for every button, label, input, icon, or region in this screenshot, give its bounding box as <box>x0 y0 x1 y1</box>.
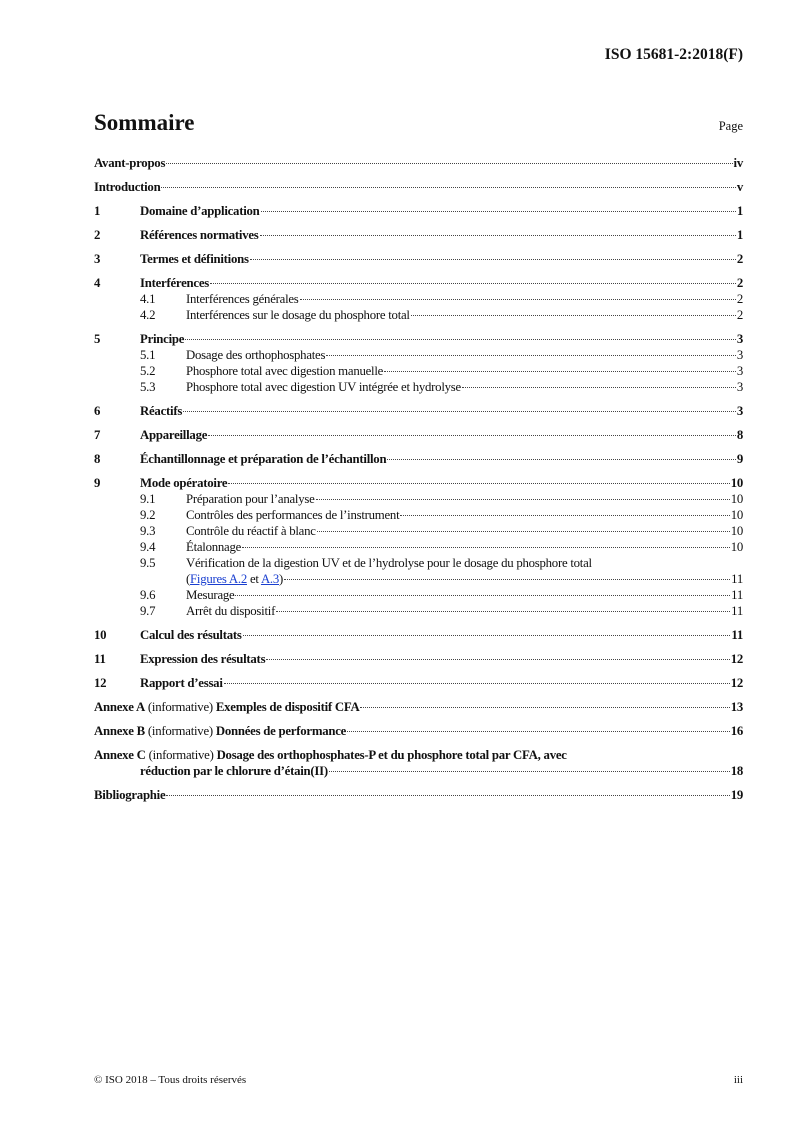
dot-leader <box>462 387 736 388</box>
toc-entry[interactable] <box>94 347 743 363</box>
conjunction: et <box>247 572 261 586</box>
toc-entry[interactable] <box>94 475 743 491</box>
toc-entry[interactable] <box>94 747 743 763</box>
toc-entry[interactable] <box>94 275 743 291</box>
annex-title: Dosage des orthophosphates-P et du phosphore total par CFA, avec <box>216 748 567 762</box>
entry-title: Rapport d’essai <box>140 676 223 690</box>
entry-page: 9 <box>736 452 743 466</box>
toc-entry[interactable] <box>94 179 743 195</box>
document-id: ISO 15681-2:2018(F) <box>604 46 743 63</box>
link-figure-a3[interactable]: A.3 <box>260 572 280 586</box>
entry-number: 10 <box>94 628 107 642</box>
toc-entry[interactable] <box>94 291 743 307</box>
dot-leader <box>266 659 729 660</box>
page-title: Sommaire <box>94 110 195 135</box>
entry-page: 2 <box>736 276 743 290</box>
entry-page: 10 <box>730 476 743 490</box>
dot-leader <box>166 163 732 164</box>
toc-entry[interactable] <box>94 603 743 619</box>
link-figure-a2[interactable]: Figures A.2 <box>190 572 247 586</box>
toc-entry[interactable] <box>94 627 743 643</box>
dot-leader <box>326 355 736 356</box>
toc-entry[interactable] <box>94 203 743 219</box>
dot-leader <box>210 283 736 284</box>
entry-page: 2 <box>736 292 743 306</box>
annex-heading <box>94 723 346 739</box>
dot-leader <box>235 595 730 596</box>
dot-leader <box>360 707 729 708</box>
dot-leader <box>316 499 730 500</box>
dot-leader <box>400 515 729 516</box>
entry-number: 9.2 <box>140 508 156 522</box>
entry-title: Termes et définitions <box>140 252 249 266</box>
entry-number: 8 <box>94 452 101 466</box>
entry-title: Expression des résultats <box>140 652 266 666</box>
entry-title: Mesurage <box>186 588 235 602</box>
entry-page: 3 <box>736 364 743 378</box>
entry-page: v <box>736 180 743 194</box>
entry-number: 3 <box>94 252 101 266</box>
entry-page: 3 <box>736 332 743 346</box>
dot-leader <box>228 483 729 484</box>
dot-leader <box>411 315 736 316</box>
entry-page: 3 <box>736 404 743 418</box>
annex-label: Annexe B <box>94 724 145 738</box>
entry-title: Arrêt du dispositif <box>186 604 276 618</box>
entry-page: 1 <box>736 204 743 218</box>
page-number: iii <box>733 1074 743 1086</box>
entry-number: 9.4 <box>140 540 156 554</box>
dot-leader <box>260 235 736 236</box>
entry-page: 19 <box>730 788 743 802</box>
entry-page: 2 <box>736 308 743 322</box>
annex-title: Exemples de dispositif CFA <box>215 700 360 714</box>
toc-entry[interactable] <box>94 363 743 379</box>
dot-leader <box>284 579 730 580</box>
toc-entry[interactable] <box>94 227 743 243</box>
toc-entry[interactable] <box>94 307 743 323</box>
toc-entry[interactable] <box>94 251 743 267</box>
entry-page: 18 <box>730 764 743 778</box>
annex-informative: (informative) <box>144 700 216 714</box>
paren: ) <box>279 572 284 586</box>
toc-entry[interactable] <box>94 403 743 419</box>
dot-leader <box>317 531 730 532</box>
toc-entry[interactable] <box>94 379 743 395</box>
entry-page: 12 <box>730 676 743 690</box>
dot-leader <box>384 371 736 372</box>
dot-leader <box>185 339 736 340</box>
entry-title: Vérification de la digestion UV et de l’hydrolyse pour le dosage du phosphore total <box>186 556 592 570</box>
toc-entry[interactable] <box>94 723 743 739</box>
entry-page: 8 <box>736 428 743 442</box>
toc-entry[interactable] <box>94 451 743 467</box>
entry-page: 1 <box>736 228 743 242</box>
entry-title: Dosage des orthophosphates <box>186 348 326 362</box>
entry-page: 11 <box>731 588 743 602</box>
dot-leader <box>242 547 730 548</box>
entry-number: 9.5 <box>140 556 156 570</box>
entry-title: Bibliographie <box>94 788 166 802</box>
entry-title: Phosphore total avec digestion UV intégrée et hydrolyse <box>186 380 461 394</box>
entry-title-continuation <box>186 571 283 587</box>
page-column-label: Page <box>718 119 743 133</box>
toc-entry[interactable] <box>94 507 743 523</box>
dot-leader <box>250 259 736 260</box>
entry-title: Domaine d’application <box>140 204 260 218</box>
entry-title: Mode opératoire <box>140 476 228 490</box>
entry-title: Interférences générales <box>186 292 299 306</box>
entry-title: Références normatives <box>140 228 259 242</box>
entry-page: 11 <box>731 604 743 618</box>
entry-number: 4 <box>94 276 101 290</box>
entry-page: 12 <box>730 652 743 666</box>
entry-page: 16 <box>730 724 743 738</box>
toc-entry[interactable] <box>94 651 743 667</box>
dot-leader <box>329 771 730 772</box>
toc-entry[interactable] <box>94 539 743 555</box>
entry-number: 9.7 <box>140 604 156 618</box>
entry-title: Échantillonnage et préparation de l’échantillon <box>140 452 387 466</box>
entry-number: 9.3 <box>140 524 156 538</box>
entry-title: Préparation pour l’analyse <box>186 492 315 506</box>
dot-leader <box>166 795 729 796</box>
entry-title: Étalonnage <box>186 540 242 554</box>
dot-leader <box>261 211 736 212</box>
entry-page: 2 <box>736 252 743 266</box>
entry-title: Introduction <box>94 180 161 194</box>
entry-title: Avant-propos <box>94 156 166 170</box>
dot-leader <box>300 299 736 300</box>
dot-leader <box>387 459 736 460</box>
entry-number: 2 <box>94 228 101 242</box>
dot-leader <box>183 411 736 412</box>
annex-informative: (informative) <box>144 724 216 738</box>
dot-leader <box>276 611 730 612</box>
entry-number: 1 <box>94 204 101 218</box>
toc-entry[interactable] <box>94 331 743 347</box>
entry-title: Contrôles des performances de l’instrument <box>186 508 400 522</box>
entry-number: 7 <box>94 428 101 442</box>
entry-title: Appareillage <box>140 428 208 442</box>
toc-entry[interactable] <box>94 523 743 539</box>
entry-page: 13 <box>730 700 743 714</box>
dot-leader <box>224 683 730 684</box>
toc-entry[interactable] <box>94 155 743 171</box>
annex-heading <box>94 699 359 715</box>
entry-page: 11 <box>731 628 743 642</box>
entry-number: 5.3 <box>140 380 156 394</box>
annex-heading <box>94 747 567 763</box>
toc-entry[interactable] <box>94 427 743 443</box>
entry-page: 10 <box>730 508 743 522</box>
entry-number: 9.6 <box>140 588 156 602</box>
toc-entry-continuation[interactable] <box>94 571 743 587</box>
toc-entry[interactable] <box>94 555 743 571</box>
dot-leader <box>161 187 735 188</box>
toc-entry[interactable] <box>94 675 743 691</box>
copyright: © ISO 2018 – Tous droits réservés <box>94 1074 247 1086</box>
entry-title: Réactifs <box>140 404 183 418</box>
annex-label: Annexe C <box>94 748 146 762</box>
toc-entry[interactable] <box>94 787 743 803</box>
dot-leader <box>243 635 731 636</box>
entry-title: Contrôle du réactif à blanc <box>186 524 316 538</box>
annex-informative: (informative) <box>145 748 217 762</box>
toc-entry[interactable] <box>94 587 743 603</box>
toc-entry-continuation[interactable] <box>94 763 743 779</box>
toc-entry[interactable] <box>94 699 743 715</box>
entry-page: iv <box>733 156 743 170</box>
entry-title: Calcul des résultats <box>140 628 242 642</box>
entry-number: 9.1 <box>140 492 156 506</box>
entry-number: 4.2 <box>140 308 156 322</box>
annex-title-continuation: réduction par le chlorure d’étain(II) <box>140 764 328 778</box>
entry-title: Interférences <box>140 276 209 290</box>
toc-entry[interactable] <box>94 491 743 507</box>
dot-leader <box>208 435 736 436</box>
entry-page: 10 <box>730 540 743 554</box>
entry-page: 3 <box>736 348 743 362</box>
annex-label: Annexe A <box>94 700 145 714</box>
entry-page: 10 <box>730 524 743 538</box>
entry-page: 11 <box>731 572 743 586</box>
entry-number: 6 <box>94 404 101 418</box>
paren: ( <box>186 572 191 586</box>
entry-number: 12 <box>94 676 107 690</box>
entry-number: 11 <box>94 652 106 666</box>
entry-page: 10 <box>730 492 743 506</box>
entry-number: 4.1 <box>140 292 156 306</box>
entry-title: Principe <box>140 332 185 346</box>
entry-title: Phosphore total avec digestion manuelle <box>186 364 384 378</box>
entry-title: Interférences sur le dosage du phosphore total <box>186 308 410 322</box>
table-of-contents <box>94 155 743 803</box>
dot-leader <box>347 731 730 732</box>
entry-number: 5.2 <box>140 364 156 378</box>
entry-number: 5 <box>94 332 101 346</box>
annex-title: Données de performance <box>215 724 347 738</box>
entry-number: 5.1 <box>140 348 156 362</box>
entry-number: 9 <box>94 476 101 490</box>
entry-page: 3 <box>736 380 743 394</box>
